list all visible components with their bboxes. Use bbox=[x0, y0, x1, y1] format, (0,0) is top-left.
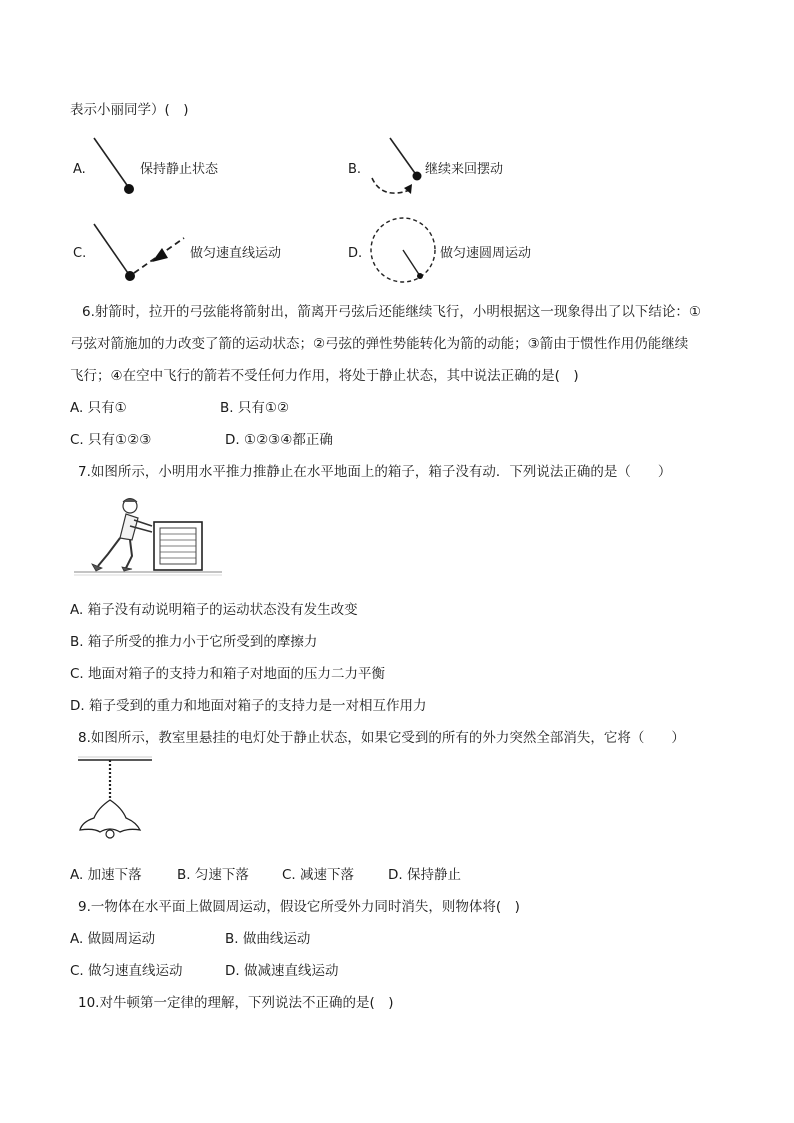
pendulum-string bbox=[94, 138, 129, 188]
q8-option-d[interactable]: D. 保持静止 bbox=[388, 867, 461, 883]
q6-stem-line2: 弓弦对箭施加的力改变了箭的运动状态；②弓弦的弹性势能转化为箭的动能；③箭由于惯性作用仍能继续 bbox=[70, 336, 689, 352]
q9-option-c[interactable]: C. 做匀速直线运动 bbox=[70, 963, 183, 979]
q7-option-b[interactable]: B. 箱子所受的推力小于它所受到的摩擦力 bbox=[70, 634, 318, 650]
q6-option-c[interactable]: C. 只有①②③ bbox=[70, 432, 152, 448]
q5-option-c-letter[interactable]: C. bbox=[73, 246, 87, 261]
light-bulb bbox=[106, 830, 114, 838]
radius-string bbox=[403, 250, 420, 276]
q6-stem-line3: 飞行；④在空中飞行的箭若不受任何力作用，将处于静止状态，其中说法正确的是( ) bbox=[70, 368, 579, 384]
q5-option-b-text: 继续来回摆动 bbox=[425, 162, 504, 177]
q7-option-c[interactable]: C. 地面对箱子的支持力和箱子对地面的压力二力平衡 bbox=[70, 666, 386, 682]
q9-option-b[interactable]: B. 做曲线运动 bbox=[225, 931, 311, 947]
pendulum-string bbox=[390, 138, 417, 176]
q5-option-d-letter[interactable]: D. bbox=[348, 246, 363, 261]
q5-stem-tail: 表示小丽同学）( ) bbox=[70, 102, 189, 118]
arrow-head-icon bbox=[404, 184, 412, 194]
q7-option-a[interactable]: A. 箱子没有动说明箱子的运动状态没有发生改变 bbox=[70, 602, 358, 618]
pendulum-ball bbox=[413, 172, 422, 181]
q9-stem: 9.一物体在水平面上做圆周运动，假设它所受外力同时消失，则物体将( ) bbox=[78, 899, 520, 915]
q9-option-d[interactable]: D. 做减速直线运动 bbox=[225, 963, 339, 979]
swing-arc bbox=[372, 178, 410, 193]
q5-option-c-figure bbox=[88, 218, 188, 284]
q8-option-c[interactable]: C. 减速下落 bbox=[282, 867, 355, 883]
q5-option-a-text: 保持静止状态 bbox=[140, 162, 219, 177]
q8-option-b[interactable]: B. 匀速下落 bbox=[177, 867, 249, 883]
q5-option-b-letter[interactable]: B. bbox=[348, 162, 362, 177]
q10-stem: 10.对牛顿第一定律的理解，下列说法不正确的是( ) bbox=[78, 995, 394, 1011]
q6-option-d[interactable]: D. ①②③④都正确 bbox=[225, 432, 333, 448]
q7-boy-pushing-box-figure bbox=[72, 492, 224, 580]
q6-stem-line1: 6.射箭时，拉开的弓弦能将箭射出，箭离开弓弦后还能继续飞行，小明根据这一现象得出了以下结论：① bbox=[82, 304, 701, 320]
lamp-shade bbox=[80, 800, 140, 832]
arrow-head-icon bbox=[152, 248, 168, 262]
moving-ball bbox=[417, 273, 423, 279]
q5-option-b-figure bbox=[368, 134, 430, 206]
q6-option-a[interactable]: A. 只有① bbox=[70, 400, 127, 416]
q5-option-d-figure bbox=[368, 214, 438, 286]
pendulum-ball bbox=[125, 271, 135, 281]
q6-option-b[interactable]: B. 只有①② bbox=[220, 400, 290, 416]
q7-option-d[interactable]: D. 箱子受到的重力和地面对箱子的支持力是一对相互作用力 bbox=[70, 698, 427, 714]
pendulum-string bbox=[94, 224, 130, 276]
q9-option-a[interactable]: A. 做圆周运动 bbox=[70, 931, 156, 947]
q8-option-a[interactable]: A. 加速下落 bbox=[70, 867, 142, 883]
pendulum-ball bbox=[124, 184, 134, 194]
q7-stem: 7.如图所示，小明用水平推力推静止在水平地面上的箱子，箱子没有动．下列说法正确的是（ ） bbox=[78, 464, 672, 480]
q5-option-a-figure bbox=[88, 134, 138, 196]
q5-option-d-text: 做匀速圆周运动 bbox=[440, 246, 532, 261]
q8-stem: 8.如图所示，教室里悬挂的电灯处于静止状态，如果它受到的所有的外力突然全部消失，它将（ ） bbox=[78, 730, 685, 746]
q8-hanging-lamp-figure bbox=[72, 756, 158, 842]
q5-option-a-letter[interactable]: A. bbox=[73, 162, 86, 177]
q5-option-c-text: 做匀速直线运动 bbox=[190, 246, 282, 261]
